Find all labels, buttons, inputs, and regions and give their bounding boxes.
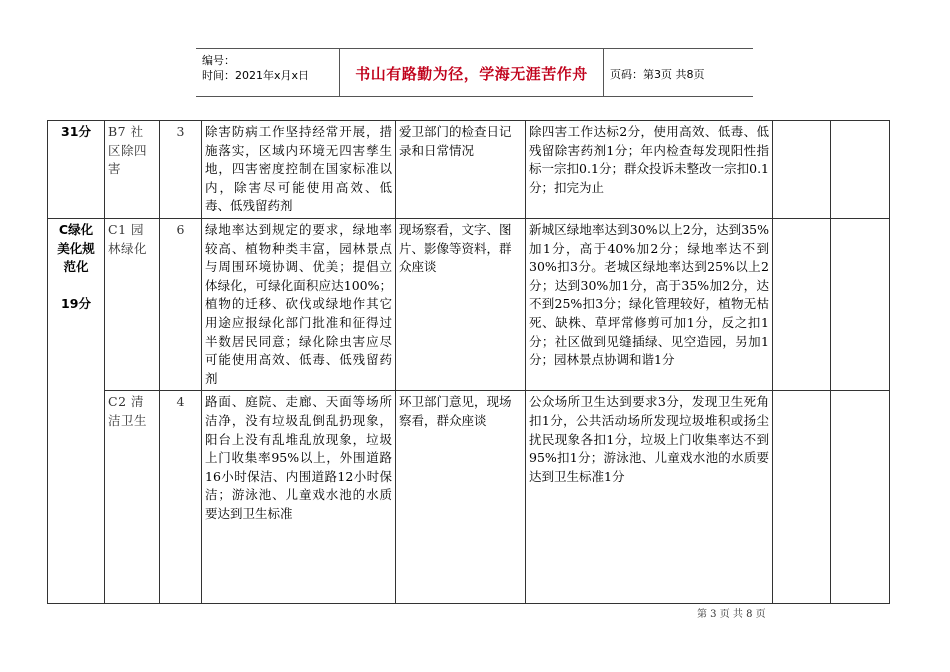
item-score: 6: [160, 218, 202, 390]
header-meta: [202, 53, 309, 83]
time-label: 时间：2021年x月x日: [202, 69, 310, 82]
document-header: [196, 48, 753, 97]
empty-cell: [831, 391, 890, 604]
item-score: 3: [160, 121, 202, 219]
section-line: [51, 277, 101, 296]
header-motto: 书山有路勤为径，学海无涯苦作舟: [355, 65, 588, 83]
empty-cell: [831, 218, 890, 390]
item-score: 4: [160, 391, 202, 604]
item-name: B7 社区除四害: [105, 121, 160, 219]
table-row: [48, 121, 890, 219]
section-line: C绿化: [58, 221, 94, 237]
code-label: 编号：: [202, 54, 235, 67]
section-title: [48, 218, 105, 603]
page-label: 页码：第3页 共8页: [610, 68, 705, 81]
item-name: C2 清洁卫生: [105, 391, 160, 604]
check-method: 环卫部门意见，现场察看，群众座谈: [396, 391, 526, 604]
table-row: [48, 218, 890, 390]
empty-cell: [773, 391, 831, 604]
table-row: [48, 391, 890, 604]
empty-cell: [773, 218, 831, 390]
item-name: C1 园林绿化: [105, 218, 160, 390]
evaluation-table: [47, 120, 890, 604]
section-score: 31分: [48, 121, 105, 219]
item-standard: 除害防病工作坚持经常开展，措施落实，区域内环境无四害孳生地，四害密度控制在国家标准以内，除害尽可能使用高效、低毒、低残留药剂: [202, 121, 396, 219]
empty-cell: [831, 121, 890, 219]
page-footer: 第 3 页 共 8 页: [697, 609, 766, 620]
empty-cell: [773, 121, 831, 219]
item-standard: 路面、庭院、走廊、天面等场所洁净，没有垃圾乱倒乱扔现象，阳台上没有乱堆乱放现象，垃圾上门收集率95%以上，外围道路16小时保洁、内围道路12小时保洁；游泳池、儿童戏水池的水质要达到卫生标准: [202, 391, 396, 604]
check-method: 现场察看，文字、图片、影像等资料，群众座谈: [396, 218, 526, 390]
scoring-criteria: 除四害工作达标2分，使用高效、低毒、低残留除害药剂1分；年内检查每发现阳性指标一宗扣0.1分；群众投诉未整改一宗扣0.1分；扣完为止: [526, 121, 773, 219]
check-method: 爱卫部门的检查日记录和日常情况: [396, 121, 526, 219]
item-standard: 绿地率达到规定的要求，绿地率较高、植物种类丰富，园林景点与周围环境协调、优美；提倡立体绿化，可绿化面积应达100%；植物的迁移、砍伐或绿地作其它用途应报绿化部门批准和征得过半数居民同意；绿化除虫害应尽可能使用高效、低毒、低残留药剂: [202, 218, 396, 390]
section-line: 美化规: [57, 240, 95, 256]
header-divider: [603, 49, 604, 96]
section-line: 范化: [63, 259, 89, 275]
scoring-criteria: 新城区绿地率达到30%以上2分，达到35%加1分，高于40%加2分；绿地率达不到30%扣3分。老城区绿地率达到25%以上2分；达到30%加1分，高于35%加2分，达不到25%扣3分；绿化管理较好，植物无枯死、缺株、草坪常修剪可加1分，反之扣1分；社区做到见缝插绿、见空造园，另加1分；园林景点协调和谐1分: [526, 218, 773, 390]
scoring-criteria: 公众场所卫生达到要求3分，发现卫生死角扣1分，公共活动场所发现垃圾堆积或扬尘扰民现象各扣1分，垃圾上门收集率达不到95%扣1分；游泳池、儿童戏水池的水质要达到卫生标准1分: [526, 391, 773, 604]
section-line: 19分: [61, 296, 91, 312]
